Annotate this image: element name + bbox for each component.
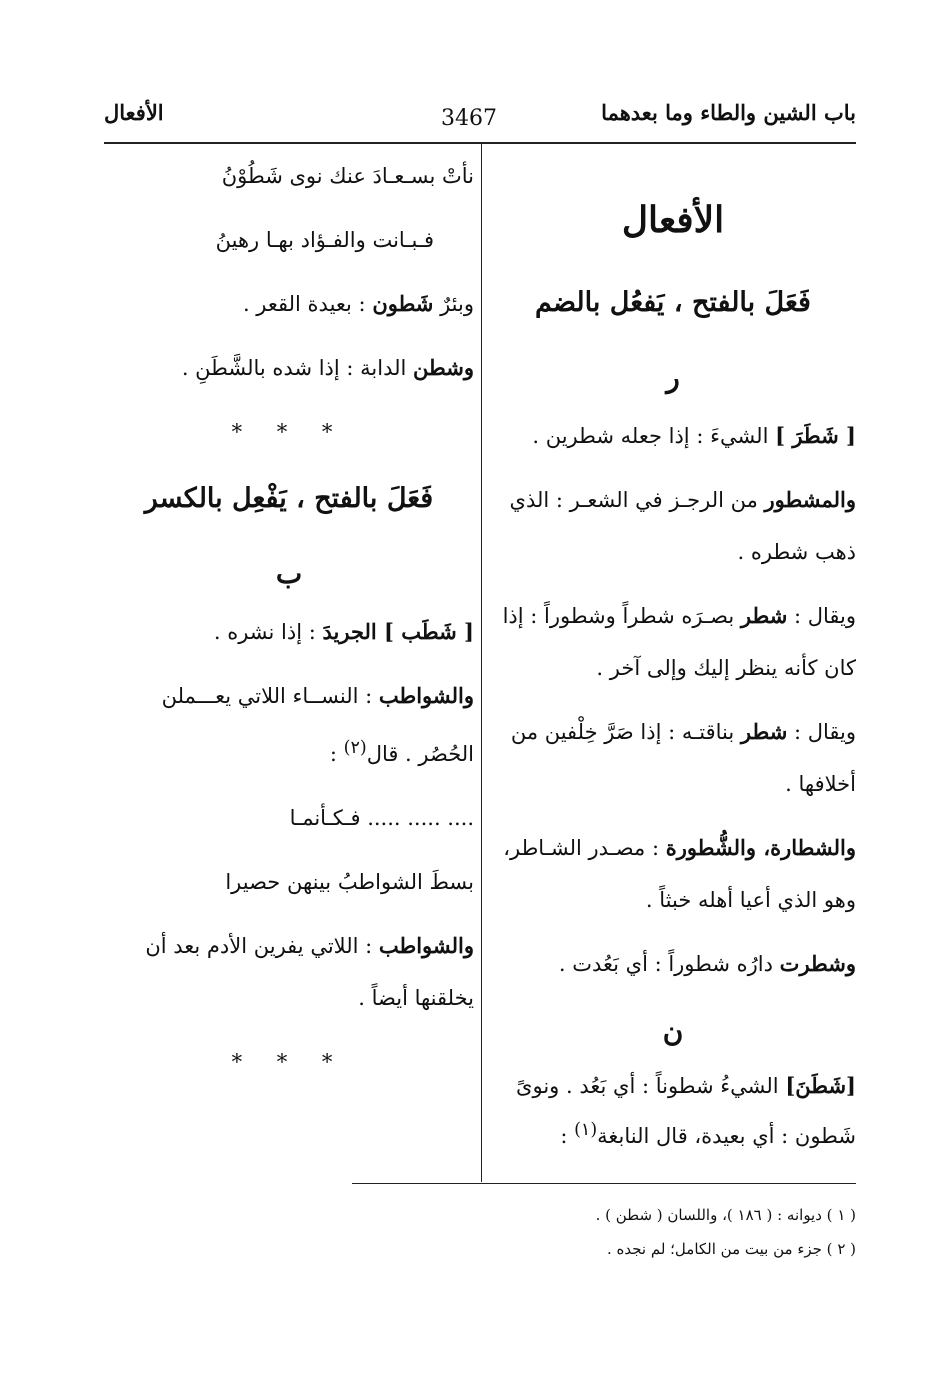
letter-heading-b: ب xyxy=(275,557,303,590)
section-separator: * * * xyxy=(231,1050,347,1074)
entry-mashtur xyxy=(490,474,856,578)
conjugation-heading: فَعَلَ بالفتح ، يَفعُل بالضم xyxy=(535,287,811,318)
entry-term: [ شَطَرَ ] xyxy=(775,423,856,448)
entry-lead: ويقال : xyxy=(787,604,856,628)
entry-term: [ شَطَب ] الجريدَ xyxy=(322,619,474,644)
entry-text: : مصـدر الشـاطر، وهو الذي أعيا أهله خبثاً . xyxy=(503,836,856,912)
entry-text: : xyxy=(560,1124,575,1148)
entry-shatara xyxy=(490,410,856,462)
section-title: الأفعال xyxy=(621,199,725,241)
entry-text: : إذا نشره . xyxy=(213,620,323,644)
entry-shatr-naqa xyxy=(490,706,856,810)
entry-shawatib-1 xyxy=(104,670,474,780)
entry-shatara-noun xyxy=(490,822,856,926)
footnote-2: ( ٢ ) جزء من بيت من الكامل؛ لم نجده . xyxy=(606,1240,856,1258)
entry-text: : بعيدة القعر . xyxy=(242,292,373,316)
entry-shawatib-2 xyxy=(104,920,474,1024)
entry-text: دارُه شطوراً : أي بَعُدت . xyxy=(558,952,780,976)
section-separator: * * * xyxy=(231,420,347,444)
entry-term: وشطن xyxy=(413,355,474,380)
entry-text: من الرجـز في الشعـر : الذي ذهب شطره . xyxy=(509,488,856,564)
entry-term: وشطرت xyxy=(779,951,856,976)
entry-text: الدابة : إذا شده بالشَّطَنِ . xyxy=(181,356,414,380)
entry-term: والشواطب xyxy=(378,683,474,708)
page-number: 3467 xyxy=(441,106,497,131)
entry-lead: وبئرٌ xyxy=(433,292,474,316)
column-divider xyxy=(481,144,482,1182)
running-head-chapter: باب الشين والطاء وما بعدهما xyxy=(601,100,856,125)
letter-heading-n: ن xyxy=(662,1015,684,1048)
running-head-section: الأفعال xyxy=(104,100,164,125)
verse-line: نأتْ بسـعـادَ عنك نوى شَطُوْنُ xyxy=(221,164,474,188)
right-column xyxy=(490,150,856,1170)
entry-term: والشطارة، والشُّطورة xyxy=(665,835,856,860)
footnote-1: ( ١ ) ديوانه : ( ١٨٦ )، واللسان ( شطن ) . xyxy=(595,1206,856,1224)
conjugation-heading: فَعَلَ بالفتح ، يَفْعِل بالكسر xyxy=(144,483,434,514)
entry-shatana-dabba xyxy=(104,342,474,394)
entry-term: والمشطور xyxy=(764,487,856,512)
left-column xyxy=(104,150,474,1104)
entry-term: [شَطَنَ] xyxy=(785,1073,856,1098)
entry-term: شَطون xyxy=(372,291,434,316)
entry-shatr-basar xyxy=(490,590,856,694)
footnote-ref: (٢) xyxy=(343,738,367,758)
entry-bir-shatun xyxy=(104,278,474,330)
entry-shatana xyxy=(490,1064,856,1158)
entry-text: الشيءُ شطوناً : أي بَعُد . ونوىً شَطون : أي بعيدة، قال النابغة xyxy=(516,1074,856,1148)
footnote-ref: (١) xyxy=(574,1120,598,1140)
verse-line: .... ..... ..... فـكـأنمـا xyxy=(289,806,474,830)
entry-shatarat xyxy=(490,938,856,990)
entry-term: شطر xyxy=(740,603,788,628)
entry-text: : النســاء اللاتي يعـــملن الحُصُر . قال xyxy=(161,684,474,766)
entry-text: بصـرَه شطراً وشطوراً : إذا كان كأنه ينظر إليك وإلى آخر . xyxy=(502,604,856,680)
entry-text: بناقتـه : إذا صَرَّ خِلْفين من أخلافها . xyxy=(510,720,856,796)
entry-term: والشواطب xyxy=(378,933,474,958)
entry-text: الشيءَ : إذا جعله شطرين . xyxy=(532,424,776,448)
entry-lead: ويقال : xyxy=(787,720,856,744)
entry-text: : xyxy=(329,742,344,766)
verse-line: بسطَ الشواطبُ بينهن حصيرا xyxy=(225,870,474,894)
verse-line: فـبـانت والفـؤاد بهـا رهينُ xyxy=(215,228,434,252)
footnotes xyxy=(256,1198,856,1266)
header-rule xyxy=(104,142,856,144)
footnote-rule xyxy=(352,1183,856,1184)
letter-heading-r: ر xyxy=(666,361,680,394)
entry-shataba xyxy=(104,606,474,658)
entry-term: شطر xyxy=(740,719,788,744)
entry-text: : اللاتي يفرين الأدم بعد أن يخلقنها أيضاً . xyxy=(145,934,474,1010)
